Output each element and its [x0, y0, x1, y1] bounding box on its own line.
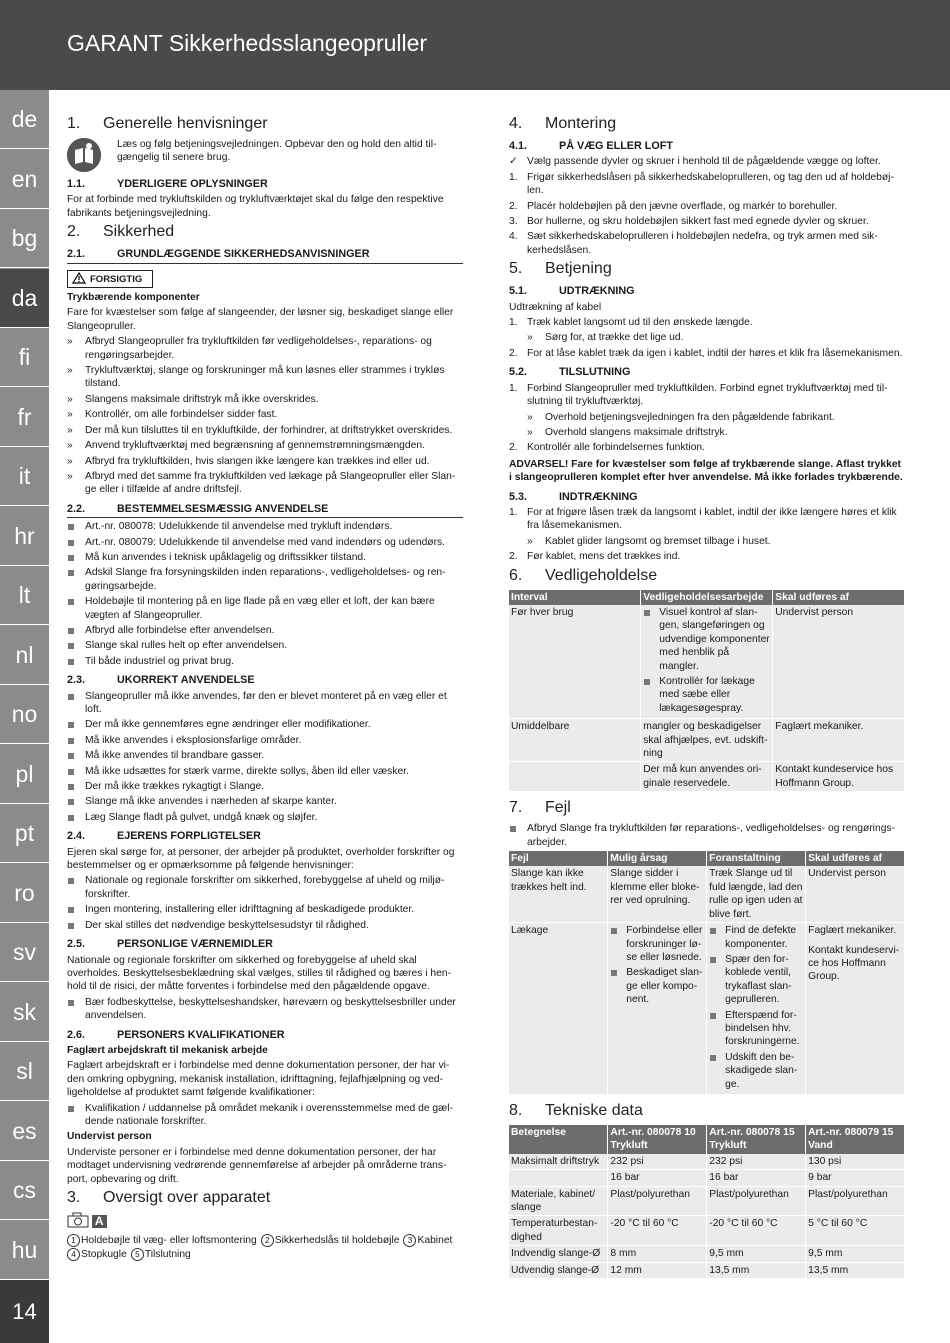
part-number: 4: [67, 1248, 80, 1261]
table-row: [509, 923, 905, 1095]
language-tab-fi[interactable]: fi: [0, 328, 49, 387]
camera-icon: [67, 1212, 89, 1228]
table-cell: 12 mm: [608, 1262, 707, 1278]
table-cell: Træk Slange ud til fuld længde, lad den rulle op igen uden at blive ført.: [707, 866, 806, 922]
list-item: Slange skal rulles helt op efter anvendelsen.: [67, 639, 463, 652]
fault-intro: Afbryd Slange fra trykluftkilden før reparations-, vedligeholdelses- og rengøringsarbejder.: [509, 822, 905, 849]
list-item: 2. Placér holdebøjlen på den jævne overflade, og markér to borehuller.: [509, 200, 838, 212]
list-item: » Afbryd fra trykluftkilden, hvis slangen ikke længere kan trækkes ind eller ud.: [67, 455, 430, 467]
owner-obligations-text: Ejeren skal sørge for, at personer, der arbejder på produktet, overholder forskrifter og bestemmelser og er opmærksomme på følgende henvisninger:: [67, 846, 455, 872]
table-row: [509, 1170, 905, 1186]
table-row: [509, 719, 905, 762]
table-cell: 9,5 mm: [806, 1246, 905, 1262]
document-title: GARANT Sikkerhedsslangeopruller: [67, 30, 428, 56]
part-label: Stopkugle: [81, 1248, 127, 1260]
section-1-1-heading: 1.1. YDERLIGERE OPLYSNINGER: [67, 178, 268, 190]
section-5-2-heading: 5.2. TILSLUTNING: [509, 366, 631, 379]
connect-step-2: 2. Kontrollér alle forbindelsernes funktion.: [509, 442, 706, 454]
language-tab-da[interactable]: da: [0, 269, 49, 328]
retract-step-2: 2. Før kablet, mens det trækkes ind.: [509, 551, 681, 563]
table-cell: Materiale, kabinet/ slange: [509, 1186, 608, 1216]
table-header: Betegnelse: [509, 1125, 608, 1154]
language-tab-sk[interactable]: sk: [0, 983, 49, 1042]
section-5-heading: 5. Betjening: [509, 260, 612, 278]
list-item: Kvalifikation / uddannelse på området mekanik i overensstemmelse med de gældende nationale forskrifter.: [67, 1102, 463, 1129]
table-cell: 232 psi: [608, 1154, 707, 1170]
table-header: Art.-nr. 080079 15 Vand: [806, 1125, 905, 1154]
part-number: 5: [131, 1248, 144, 1261]
table-row: [509, 1246, 905, 1262]
language-tab-sl[interactable]: sl: [0, 1042, 49, 1101]
table-row: [509, 1216, 905, 1246]
check-item: ✓ Vælg passende dyvler og skruer i henhold til de pågældende vægge og lofter.: [509, 156, 881, 168]
list-item: Bær fodbeskyttelse, beskyttelseshandsker, høreværn og beskyttelsesbriller under anvendelsen.: [67, 996, 463, 1023]
extract-step-1: 1. Træk kablet langsomt ud til den ønskede længde.: [509, 317, 753, 329]
table-cell: Forbindelse eller forskruninger løse eller løsnede. Beskadiget slange eller komponent.: [608, 923, 707, 1095]
part-label: Sikkerhedslås til holdebøjle: [274, 1235, 400, 1247]
table-header: Fejl: [509, 851, 608, 866]
table-cell: Udvendig slange-Ø: [509, 1262, 608, 1278]
language-tab-hu[interactable]: hu: [0, 1221, 49, 1280]
language-tab-sv[interactable]: sv: [0, 923, 49, 982]
part-label: Tilslutning: [144, 1248, 191, 1260]
page-number: 14: [0, 1280, 49, 1343]
table-cell: Maksimalt driftstryk: [509, 1154, 608, 1170]
table-cell: 9,5 mm: [707, 1246, 806, 1262]
qualification-list: [67, 1102, 463, 1129]
page-header: [0, 0, 950, 90]
language-tab-de[interactable]: de: [0, 90, 49, 149]
table-row: [509, 1186, 905, 1216]
language-tab-nl[interactable]: nl: [0, 626, 49, 685]
caution-label: FORSIGTIG: [67, 270, 153, 288]
language-tab-it[interactable]: it: [0, 447, 49, 506]
table-cell: Find de defekte komponenter. Spær den forkoblede ventil, trykaflast slangeprulleren. Efterspænd forbindelsen hhv. forskruningerne. Udskift den beskadigede slange.: [707, 923, 806, 1095]
extract-step-2: 2. For at låse kablet træk da igen i kablet, indtil der høres et klik fra låsemekanismen.: [509, 347, 903, 359]
read-manual-icon: [67, 138, 101, 172]
table-cell: Temperaturbestandighed: [509, 1216, 608, 1246]
list-item: » Anvend trykluftværktøj med begrænsning af gennemstrømningsmængden.: [67, 440, 425, 452]
table-cell: Lækage: [509, 923, 608, 1095]
table-cell: Faglært mekaniker. Kontakt kundeservice hos Hoffmann Group.: [806, 923, 905, 1095]
part-number: 1: [67, 1234, 80, 1247]
extract-substep: » Sørg for, at trække det lige ud.: [527, 332, 684, 344]
table-cell: mangler og beskadigelser skal afhjælpes, evt. udskiftning: [641, 719, 773, 762]
section-2-6-heading: 2.6. PERSONERS KVALIFIKATIONER: [67, 1028, 285, 1041]
language-sidebar: [0, 90, 49, 1343]
right-column: [509, 112, 905, 1279]
fault-table: [509, 851, 905, 1095]
language-tab-hr[interactable]: hr: [0, 507, 49, 566]
table-cell: Umiddelbare: [509, 719, 641, 762]
table-cell: Indvendig slange-Ø: [509, 1246, 608, 1262]
list-item: Må ikke udsættes for stærk varme, direkte sollys, åben ild eller væsker.: [67, 765, 463, 778]
table-cell: Slange kan ikke trækkes helt ind.: [509, 866, 608, 922]
section-2-5-heading: 2.5. PERSONLIGE VÆRNEMIDLER: [67, 938, 273, 951]
table-header: Art.-nr. 080078 10 Trykluft: [608, 1125, 707, 1154]
section-2-1-heading: 2.1. GRUNDLÆGGENDE SIKKERHEDSANVISNINGER: [67, 248, 463, 263]
table-cell: Plast/polyurethan: [707, 1186, 806, 1216]
qualification-text-2: Underviste personer er i forbindelse med denne dokumentation personer, der har modtaget undervisning vedrørende gennemførelse af arbejder på områderne transport, opbevaring og drift.: [67, 1146, 447, 1185]
read-manual-note: [67, 138, 463, 172]
list-item: » Der må kun tilsluttes til en trykluftkilde, der forhindrer, at driftstrykket overskrides.: [67, 424, 453, 436]
language-tab-en[interactable]: en: [0, 150, 49, 209]
list-item: Der skal stilles det nødvendige beskyttelsesudstyr til rådighed.: [67, 919, 463, 932]
language-tab-es[interactable]: es: [0, 1102, 49, 1161]
table-cell: Der må kun anvendes originale reservedele.: [641, 762, 773, 792]
table-cell: -20 °C til 60 °C: [608, 1216, 707, 1246]
language-tab-pl[interactable]: pl: [0, 745, 49, 804]
table-cell: Undervist person: [773, 605, 905, 719]
table-row: [509, 605, 905, 719]
improper-use-list: [67, 690, 463, 825]
table-cell: Plast/polyurethan: [806, 1186, 905, 1216]
list-item: Må kun anvendes i teknisk upåklagelig og driftssikker tilstand.: [67, 551, 463, 564]
language-tab-ro[interactable]: ro: [0, 864, 49, 923]
language-tab-lt[interactable]: lt: [0, 566, 49, 625]
qualification-subtitle-2: Undervist person: [67, 1131, 152, 1143]
table-cell: 9 bar: [806, 1170, 905, 1186]
list-item: Må ikke anvendes i eksplosionsfarlige områder.: [67, 734, 463, 747]
table-cell: 16 bar: [608, 1170, 707, 1186]
table-cell: 8 mm: [608, 1246, 707, 1262]
list-item: » Afbryd med det samme fra trykluftkilden ved lækage på Slangeopruller eller Slange eller i tilfælde af andre driftsfejl.: [67, 470, 456, 496]
table-cell: Undervist person: [806, 866, 905, 922]
table-row: [509, 762, 905, 792]
part-number: 3: [403, 1234, 416, 1247]
part-label: Kabinet: [417, 1235, 453, 1247]
list-item: Læg Slange fladt på gulvet, undgå knæk og sløjfer.: [67, 811, 463, 824]
mounting-steps: [509, 171, 905, 257]
parts-legend: [67, 1234, 463, 1261]
list-item: Art.-nr. 080078: Udelukkende til anvendelse med trykluft indendørs.: [67, 520, 463, 533]
retract-substep: » Kablet glider langsomt og bremset tilbage i huset.: [527, 535, 771, 547]
table-header: Interval: [509, 590, 641, 605]
checkmark-icon: ✓: [509, 156, 518, 168]
table-cell: 232 psi: [707, 1154, 806, 1170]
section-1-1-text: For at forbinde med trykluftskilden og trykluftværktøjet skal du følge den respektive fabrikants betjeningsvejledning.: [67, 194, 444, 219]
section-6-heading: 6. Vedligeholdelse: [509, 566, 658, 584]
table-header: Mulig årsag: [608, 851, 707, 866]
warning-text: Fare for kvæstelser som følge af slangeender, der løsner sig, beskadiget slange eller Slangeopruller.: [67, 307, 454, 332]
technical-data-table: [509, 1125, 905, 1279]
list-item: Ingen montering, installering eller idrifttagning af beskadigede produkter.: [67, 903, 463, 916]
table-cell: Kontakt kundeservice hos Hoffmann Group.: [773, 762, 905, 792]
table-cell: Visuel kontrol af slangen, slangeføringen og udvendige komponenter med henblik på mangler. Kontrollér for lækage med sæbe eller lækagesøgespray.: [641, 605, 773, 719]
table-row: [509, 1154, 905, 1170]
language-tab-bg[interactable]: bg: [0, 209, 49, 268]
table-cell: 130 psi: [806, 1154, 905, 1170]
section-7-heading: 7. Fejl: [509, 799, 571, 817]
section-5-1-heading: 5.1. UDTRÆKNING: [509, 285, 635, 298]
connect-substep-2: » Overhold slangens maksimale driftstryk.: [527, 426, 728, 438]
table-cell: 5 °C til 60 °C: [806, 1216, 905, 1246]
retract-step-1: 1. For at frigøre låsen træk da langsomt i kablet, indtil der ikke længere høres et klik fra låsemekanismen.: [509, 506, 897, 532]
list-item: » Trykluftværktøj, slange og forskruninger må kun løsnes eller strammes i trykløs tilstand.: [67, 365, 445, 390]
section-2-heading: 2. Sikkerhed: [67, 223, 175, 241]
warning-triangle-icon: [72, 272, 86, 284]
list-item: Slange må ikke anvendes i nærheden af skarpe kanter.: [67, 795, 463, 808]
list-item: » Afbryd Slangeopruller fra trykluftkilden før vedligeholdelses-, reparations- og rengøringsarbejder.: [67, 336, 432, 361]
list-item: 1. Frigør sikkerhedslåsen på sikkerhedskabeloprulleren, og tag den ud af holdebøjlen.: [509, 171, 894, 197]
table-cell: Plast/polyurethan: [608, 1186, 707, 1216]
list-item: Holdebøjle til montering på en lige flade på en væg eller et loft, der kan bære vægten af Slangeopruller.: [67, 595, 463, 622]
list-item: Slangeopruller må ikke anvendes, før den er blevet monteret på en væg eller et loft.: [67, 690, 463, 717]
list-item: » Slangens maksimale driftstryk må ikke overskrides.: [67, 393, 319, 405]
section-8-heading: 8. Tekniske data: [509, 1101, 643, 1119]
section-4-1-heading: 4.1. PÅ VÆG ELLER LOFT: [509, 140, 673, 152]
table-header: Skal udføres af: [773, 590, 905, 605]
part-label: Holdebøjle til væg- eller loftsmontering: [81, 1235, 257, 1247]
list-item: Må ikke anvendes til brandbare gasser.: [67, 749, 463, 762]
table-cell: [509, 762, 641, 792]
table-row: [509, 1262, 905, 1278]
list-item: Adskil Slange fra forsyningskilden inden reparations-, vedligeholdelses- og rengøringsarbejde.: [67, 566, 463, 593]
figure-label: A: [92, 1215, 107, 1228]
section-4-heading: 4. Montering: [509, 115, 617, 132]
part-number: 2: [261, 1234, 274, 1247]
section-2-4-heading: 2.4. EJERENS FORPLIGTELSER: [67, 830, 261, 843]
list-item: Der må ikke gennemføres egne ændringer eller modifikationer.: [67, 718, 463, 731]
list-item: Til både industriel og privat brug.: [67, 655, 463, 668]
extract-intro: Udtrækning af kabel: [509, 301, 602, 313]
table-row: [509, 866, 905, 922]
table-cell: 13,5 mm: [806, 1262, 905, 1278]
list-item: Art.-nr. 080079: Udelukkende til anvendelse med vand indendørs og udendørs.: [67, 536, 463, 549]
section-1-heading: 1. Generelle henvisninger: [67, 115, 268, 132]
section-5-3-heading: 5.3. INDTRÆKNING: [509, 490, 638, 503]
table-header: Skal udføres af: [806, 851, 905, 866]
warning-paragraph: ADVARSEL! Fare for kvæstelser som følge af trykbærende slange. Aflast trykket i slangeoprulleren komplet efter hver anvendelse. Må ikke forlades trykbærende.: [509, 458, 903, 484]
left-column: [67, 112, 463, 1261]
table-cell: Slange sidder i klemme eller blokerer ved oprulning.: [608, 866, 707, 922]
table-cell: Før hver brug: [509, 605, 641, 719]
qualification-subtitle-1: Faglært arbejdskraft til mekanisk arbejde: [67, 1044, 268, 1056]
language-tab-fr[interactable]: fr: [0, 388, 49, 447]
table-header: Foranstaltning: [707, 851, 806, 866]
connect-step-1: 1. Forbind Slangeopruller med trykluftkilden. Forbind egnet trykluftværktøj med tilslutning til trykluftværktøj.: [509, 382, 888, 408]
section-2-3-heading: 2.3. UKORREKT ANVENDELSE: [67, 674, 255, 687]
connect-substep-1: » Overhold betjeningsvejledningen fra den pågældende fabrikant.: [527, 411, 835, 423]
table-cell: 13,5 mm: [707, 1262, 806, 1278]
language-tab-pt[interactable]: pt: [0, 804, 49, 863]
warning-subtitle: Trykbærende komponenter: [67, 292, 200, 304]
list-item: Nationale og regionale forskrifter om sikkerhed, forebyggelse af uheld og miljøforskrifter.: [67, 874, 463, 901]
table-cell: -20 °C til 60 °C: [707, 1216, 806, 1246]
figure-reference: [67, 1212, 463, 1232]
list-item: » Kontrollér, om alle forbindelser sidder fast.: [67, 409, 278, 421]
list-item: Der må ikke trækkes rykagtigt i Slange.: [67, 780, 463, 793]
table-header: Art.-nr. 080078 15 Trykluft: [707, 1125, 806, 1154]
intro-text: Læs og følg betjeningsvejledningen. Opbevar den og hold den altid tilgængelig til senere brug.: [117, 139, 437, 164]
maintenance-table: [509, 590, 905, 793]
warning-list: [67, 335, 463, 496]
list-item: 3. Bor hullerne, og skru holdebøjlen sikkert fast med egnede dyvler og skruer.: [509, 216, 869, 228]
table-header: Vedligeholdelsesarbejde: [641, 590, 773, 605]
owner-obligations-list: [67, 874, 463, 932]
section-3-heading: 3. Oversigt over apparatet: [67, 1189, 271, 1206]
qualification-text-1: Faglært arbejdskraft er i forbindelse med denne dokumentation personer, der har viden omkring opbygning, mekanisk installation, idrifttagning, fejlafhjælpning og vedligeholdelse af produktet samt følgende kvalifikationer:: [67, 1060, 450, 1099]
ppe-text: Nationale og regionale forskrifter om sikkerhed og forebyggelse af uheld skal overholdes. Beskyttelsesbeklædning skal vælges, stilles til rådighed og bæres i henhold til de risici, der måtte forventes i forbindelse med den pågældende opgave.: [67, 954, 452, 993]
table-cell: Faglært mekaniker.: [773, 719, 905, 762]
list-item: 4. Sæt sikkerhedskabeloprulleren i holdebøjlen nedefra, og tryk armen med sikkerhedslåsen.: [509, 231, 878, 256]
section-2-2-heading: 2.2. BESTEMMELSESMÆSSIG ANVENDELSE: [67, 503, 463, 518]
table-cell: 16 bar: [707, 1170, 806, 1186]
list-item: Afbryd alle forbindelse efter anvendelsen.: [67, 624, 463, 637]
language-tab-no[interactable]: no: [0, 685, 49, 744]
intended-use-list: [67, 520, 463, 668]
language-tab-cs[interactable]: cs: [0, 1161, 49, 1220]
ppe-list: [67, 996, 463, 1023]
table-cell: [509, 1170, 608, 1186]
